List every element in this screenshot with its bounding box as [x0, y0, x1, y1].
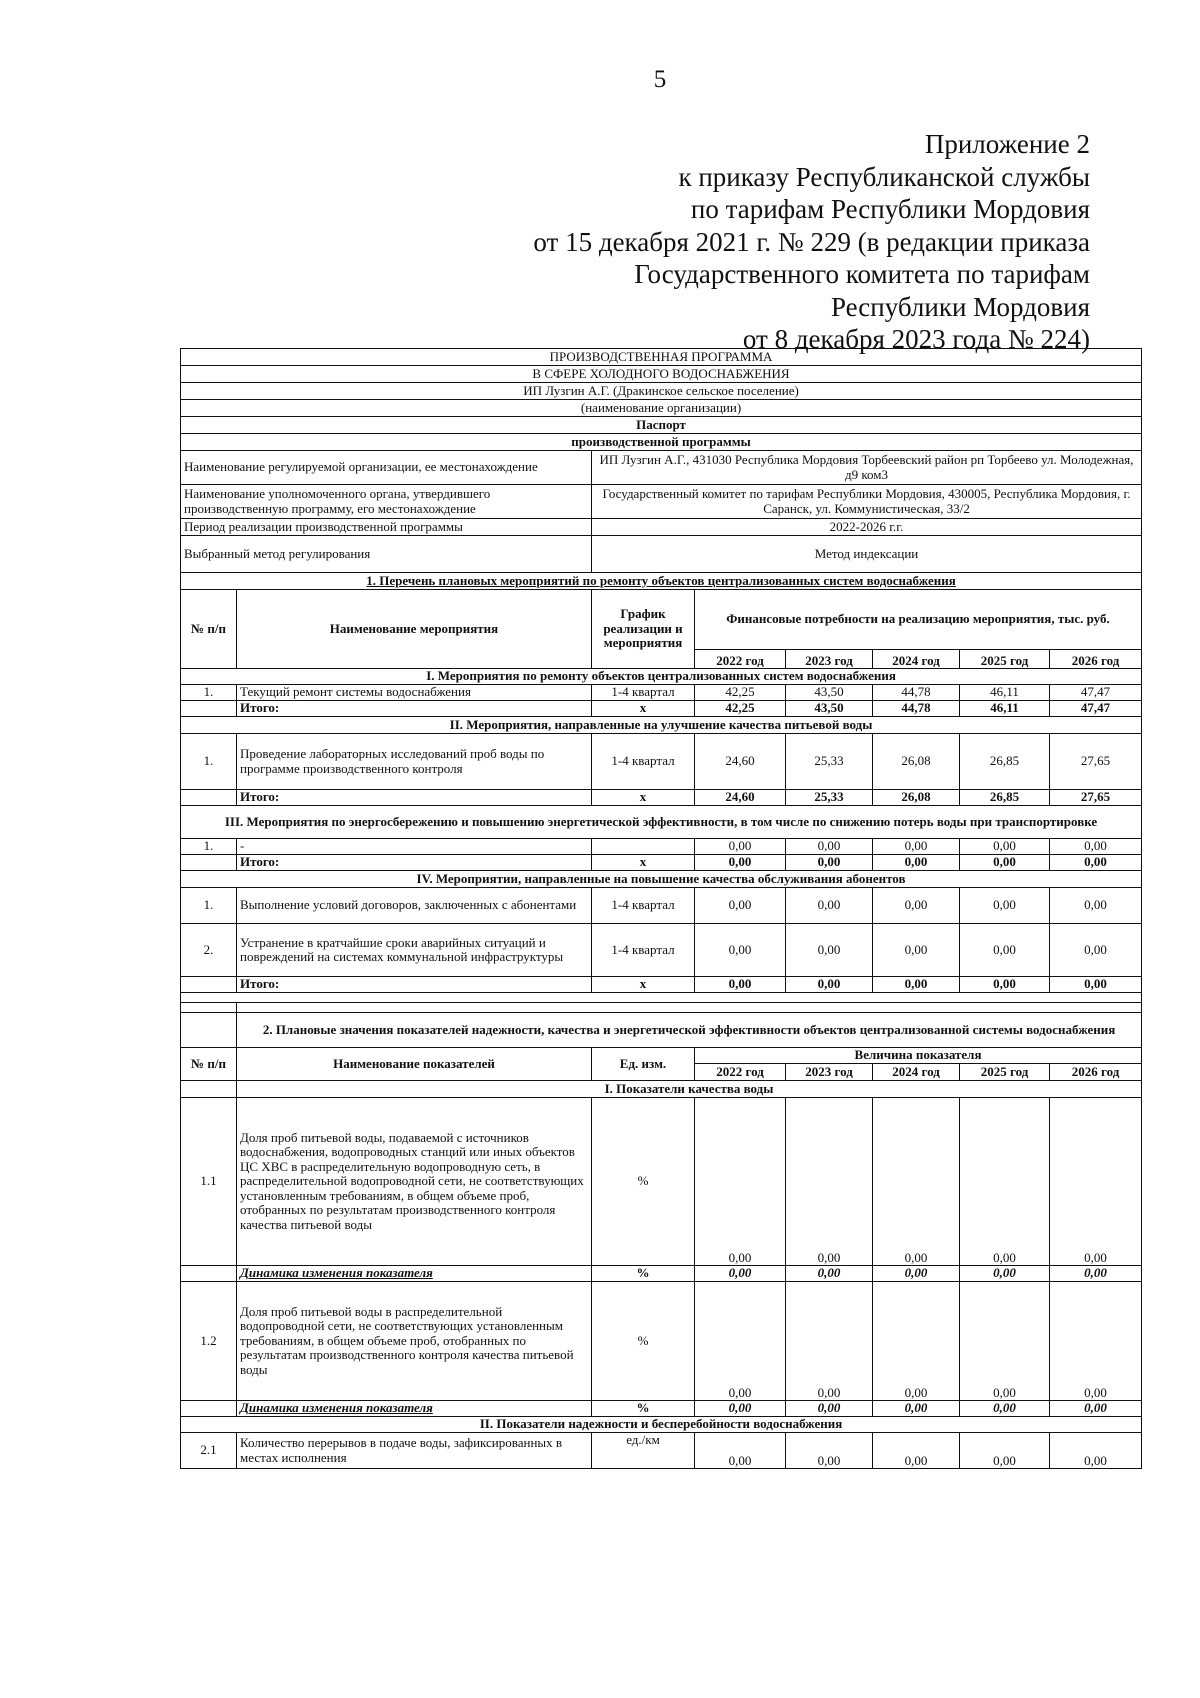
- total-label: Итого:: [237, 790, 592, 806]
- dynamics-value: 0,00: [1050, 1401, 1142, 1417]
- total-value: 0,00: [695, 855, 786, 871]
- value-cell: 0,00: [786, 924, 873, 977]
- year-header: 2022 год: [695, 650, 786, 669]
- appendix-line: Республики Мордовия: [830, 291, 1090, 322]
- indicator-name: Доля проб питьевой воды, подаваемой с источников водоснабжения, водопроводных станций или иных объектов ЦС ХВС в распределительную водопроводную сеть, в распределительной водопроводной сети, не соответствующих установленным требованиям, в общем объеме проб, отобранных по результатам производственного контроля качества питьевой воды: [237, 1098, 592, 1266]
- value-cell: 0,00: [695, 1282, 786, 1401]
- total-label: Итого:: [237, 701, 592, 717]
- row-number: 1.2: [181, 1282, 237, 1401]
- indicator-unit: %: [592, 1098, 695, 1266]
- total-value: 44,78: [873, 701, 960, 717]
- group-title: II. Показатели надежности и бесперебойности водоснабжения: [181, 1417, 1142, 1433]
- value-cell: 0,00: [1050, 1098, 1142, 1266]
- total-x: х: [592, 790, 695, 806]
- year-header: 2022 год: [695, 1064, 786, 1081]
- value-cell: 0,00: [1050, 1282, 1142, 1401]
- measure-name: -: [237, 839, 592, 855]
- value-cell: 0,00: [873, 839, 960, 855]
- group-title: II. Мероприятия, направленные на улучшение качества питьевой воды: [181, 717, 1142, 734]
- year-header: 2023 год: [786, 1064, 873, 1081]
- dynamics-label: Динамика изменения показателя: [237, 1401, 592, 1417]
- value-cell: 0,00: [960, 924, 1050, 977]
- total-value: 26,85: [960, 790, 1050, 806]
- group-title: I. Мероприятия по ремонту объектов централизованных систем водоснабжения: [181, 669, 1142, 685]
- col-number-header: № п/п: [181, 590, 237, 669]
- col-finance-header: Финансовые потребности на реализацию мероприятия, тыс. руб.: [695, 590, 1142, 650]
- appendix-line: от 15 декабря 2021 г. № 229 (в редакции приказа: [533, 226, 1090, 257]
- value-cell: 0,00: [873, 1282, 960, 1401]
- value-cell: 0,00: [960, 1433, 1050, 1469]
- total-value: 0,00: [695, 977, 786, 993]
- group-title: IV. Мероприятии, направленные на повышение качества обслуживания абонентов: [181, 871, 1142, 888]
- value-cell: 27,65: [1050, 734, 1142, 790]
- total-value: 25,33: [786, 790, 873, 806]
- col-indicator-name-header: Наименование показателей: [237, 1048, 592, 1081]
- value-cell: 0,00: [873, 924, 960, 977]
- value-cell: 0,00: [960, 1282, 1050, 1401]
- total-value: 0,00: [1050, 977, 1142, 993]
- value-cell: 0,00: [695, 839, 786, 855]
- value-cell: 0,00: [786, 1098, 873, 1266]
- dynamics-label: Динамика изменения показателя: [237, 1266, 592, 1282]
- passport-label: Наименование регулируемой организации, ее местонахождение: [181, 451, 592, 485]
- value-cell: 0,00: [695, 1098, 786, 1266]
- value-cell: 0,00: [960, 1098, 1050, 1266]
- value-cell: 25,33: [786, 734, 873, 790]
- passport-label: Период реализации производственной программы: [181, 519, 592, 536]
- spacer-row: [181, 993, 1142, 1003]
- total-value: 0,00: [960, 855, 1050, 871]
- total-x: х: [592, 977, 695, 993]
- dynamics-value: 0,00: [960, 1266, 1050, 1282]
- value-cell: 0,00: [873, 1433, 960, 1469]
- dynamics-value: 0,00: [873, 1401, 960, 1417]
- measure-schedule: 1-4 квартал: [592, 924, 695, 977]
- dynamics-value: 0,00: [786, 1401, 873, 1417]
- passport-label: Наименование уполномоченного органа, утвердившего производственную программу, его местонахождение: [181, 485, 592, 519]
- total-label: Итого:: [237, 855, 592, 871]
- passport-title: Паспорт: [181, 417, 1142, 434]
- group-title: III. Мероприятия по энергосбережению и повышению энергетической эффективности, в том числе по снижению потерь воды при транспортировке: [181, 806, 1142, 839]
- program-sphere: В СФЕРЕ ХОЛОДНОГО ВОДОСНАБЖЕНИЯ: [181, 366, 1142, 383]
- total-x: х: [592, 701, 695, 717]
- indicator-unit: %: [592, 1282, 695, 1401]
- total-x: х: [592, 855, 695, 871]
- group-title: I. Показатели качества воды: [237, 1081, 1142, 1098]
- measure-name: Текущий ремонт системы водоснабжения: [237, 685, 592, 701]
- year-header: 2024 год: [873, 1064, 960, 1081]
- value-cell: 0,00: [695, 888, 786, 924]
- page-number: 5: [653, 66, 667, 93]
- value-cell: 0,00: [695, 1433, 786, 1469]
- year-header: 2024 год: [873, 650, 960, 669]
- row-number: 1.: [181, 888, 237, 924]
- appendix-line: Приложение 2: [924, 129, 1090, 159]
- year-header: 2025 год: [960, 650, 1050, 669]
- year-header: 2026 год: [1050, 650, 1142, 669]
- value-cell: 46,11: [960, 685, 1050, 701]
- year-header: 2026 год: [1050, 1064, 1142, 1081]
- total-value: 47,47: [1050, 701, 1142, 717]
- value-cell: 43,50: [786, 685, 873, 701]
- appendix-heading: [390, 128, 1090, 356]
- value-cell: 0,00: [1050, 839, 1142, 855]
- value-cell: 0,00: [786, 1433, 873, 1469]
- value-cell: 0,00: [695, 924, 786, 977]
- organization-caption: (наименование организации): [181, 400, 1142, 417]
- total-value: 0,00: [960, 977, 1050, 993]
- value-cell: 26,08: [873, 734, 960, 790]
- section1-title: 1. Перечень плановых мероприятий по ремонту объектов централизованных систем водоснабжения: [181, 573, 1142, 590]
- passport-value: Государственный комитет по тарифам Республики Мордовия, 430005, Республика Мордовия, г. Саранск, ул. Коммунистическая, 33/2: [592, 485, 1142, 519]
- total-value: 26,08: [873, 790, 960, 806]
- indicator-name: Количество перерывов в подаче воды, зафиксированных в местах исполнения: [237, 1433, 592, 1469]
- total-label: Итого:: [237, 977, 592, 993]
- indicator-unit: ед./км: [592, 1433, 695, 1469]
- passport-value: ИП Лузгин А.Г., 431030 Республика Мордовия Торбеевский район рп Торбеево ул. Молодежная, д9 ком3: [592, 451, 1142, 485]
- total-value: 43,50: [786, 701, 873, 717]
- passport-subtitle: производственной программы: [181, 434, 1142, 451]
- measure-schedule: 1-4 квартал: [592, 685, 695, 701]
- measure-schedule: [592, 839, 695, 855]
- dynamics-value: 0,00: [695, 1401, 786, 1417]
- row-number: 1.1: [181, 1098, 237, 1266]
- total-value: 27,65: [1050, 790, 1142, 806]
- total-value: 0,00: [873, 855, 960, 871]
- row-number: 1.: [181, 839, 237, 855]
- col-value-header: Величина показателя: [695, 1048, 1142, 1064]
- passport-value: 2022-2026 г.г.: [592, 519, 1142, 536]
- appendix-line: Государственного комитета по тарифам: [634, 259, 1090, 289]
- total-value: 24,60: [695, 790, 786, 806]
- value-cell: 0,00: [873, 888, 960, 924]
- year-header: 2023 год: [786, 650, 873, 669]
- row-number: 2.: [181, 924, 237, 977]
- value-cell: 0,00: [960, 888, 1050, 924]
- measure-name: Проведение лабораторных исследований проб воды по программе производственного контроля: [237, 734, 592, 790]
- value-cell: 0,00: [960, 839, 1050, 855]
- value-cell: 24,60: [695, 734, 786, 790]
- total-value: 0,00: [786, 977, 873, 993]
- col-schedule-header: График реализации и мероприятия: [592, 590, 695, 669]
- dynamics-value: 0,00: [786, 1266, 873, 1282]
- section2-title: 2. Плановые значения показателей надежности, качества и энергетической эффективности объектов централизованной системы водоснабжения: [237, 1013, 1142, 1048]
- indicator-name: Доля проб питьевой воды в распределительной водопроводной сети, не соответствующих установленным требованиям, в общем объеме проб, отобранных по результатам производственного контроля качества питьевой воды: [237, 1282, 592, 1401]
- dynamics-value: 0,00: [695, 1266, 786, 1282]
- appendix-line: по тарифам Республики Мордовия: [690, 194, 1090, 224]
- dynamics-unit: %: [592, 1266, 695, 1282]
- passport-label: Выбранный метод регулирования: [181, 536, 592, 573]
- col-number-header: № п/п: [181, 1048, 237, 1081]
- dynamics-unit: %: [592, 1401, 695, 1417]
- value-cell: 42,25: [695, 685, 786, 701]
- year-header: 2025 год: [960, 1064, 1050, 1081]
- dynamics-value: 0,00: [873, 1266, 960, 1282]
- row-number: 1.: [181, 685, 237, 701]
- value-cell: 0,00: [786, 1282, 873, 1401]
- value-cell: 44,78: [873, 685, 960, 701]
- row-number: 2.1: [181, 1433, 237, 1469]
- col-measure-name-header: Наименование мероприятия: [237, 590, 592, 669]
- production-program-table: [180, 348, 1142, 1469]
- value-cell: 0,00: [786, 839, 873, 855]
- total-value: 46,11: [960, 701, 1050, 717]
- organization-name: ИП Лузгин А.Г. (Дракинское сельское поселение): [181, 383, 1142, 400]
- total-value: 0,00: [1050, 855, 1142, 871]
- value-cell: 47,47: [1050, 685, 1142, 701]
- spacer-row: [181, 1003, 1142, 1013]
- measure-name: Выполнение условий договоров, заключенных с абонентами: [237, 888, 592, 924]
- total-value: 0,00: [873, 977, 960, 993]
- measure-name: Устранение в кратчайшие сроки аварийных ситуаций и повреждений на системах коммунальной инфраструктуры: [237, 924, 592, 977]
- col-unit-header: Ед. изм.: [592, 1048, 695, 1081]
- measure-schedule: 1-4 квартал: [592, 888, 695, 924]
- total-value: 0,00: [786, 855, 873, 871]
- total-value: 42,25: [695, 701, 786, 717]
- value-cell: 0,00: [1050, 888, 1142, 924]
- row-number: 1.: [181, 734, 237, 790]
- value-cell: 0,00: [873, 1098, 960, 1266]
- passport-value: Метод индексации: [592, 536, 1142, 573]
- dynamics-value: 0,00: [960, 1401, 1050, 1417]
- program-title: ПРОИЗВОДСТВЕННАЯ ПРОГРАММА: [181, 349, 1142, 366]
- value-cell: 26,85: [960, 734, 1050, 790]
- dynamics-value: 0,00: [1050, 1266, 1142, 1282]
- value-cell: 0,00: [1050, 1433, 1142, 1469]
- value-cell: 0,00: [786, 888, 873, 924]
- value-cell: 0,00: [1050, 924, 1142, 977]
- appendix-line: от 8 декабря 2023 года № 224): [742, 324, 1090, 354]
- appendix-line: к приказу Республиканской службы: [678, 161, 1090, 192]
- measure-schedule: 1-4 квартал: [592, 734, 695, 790]
